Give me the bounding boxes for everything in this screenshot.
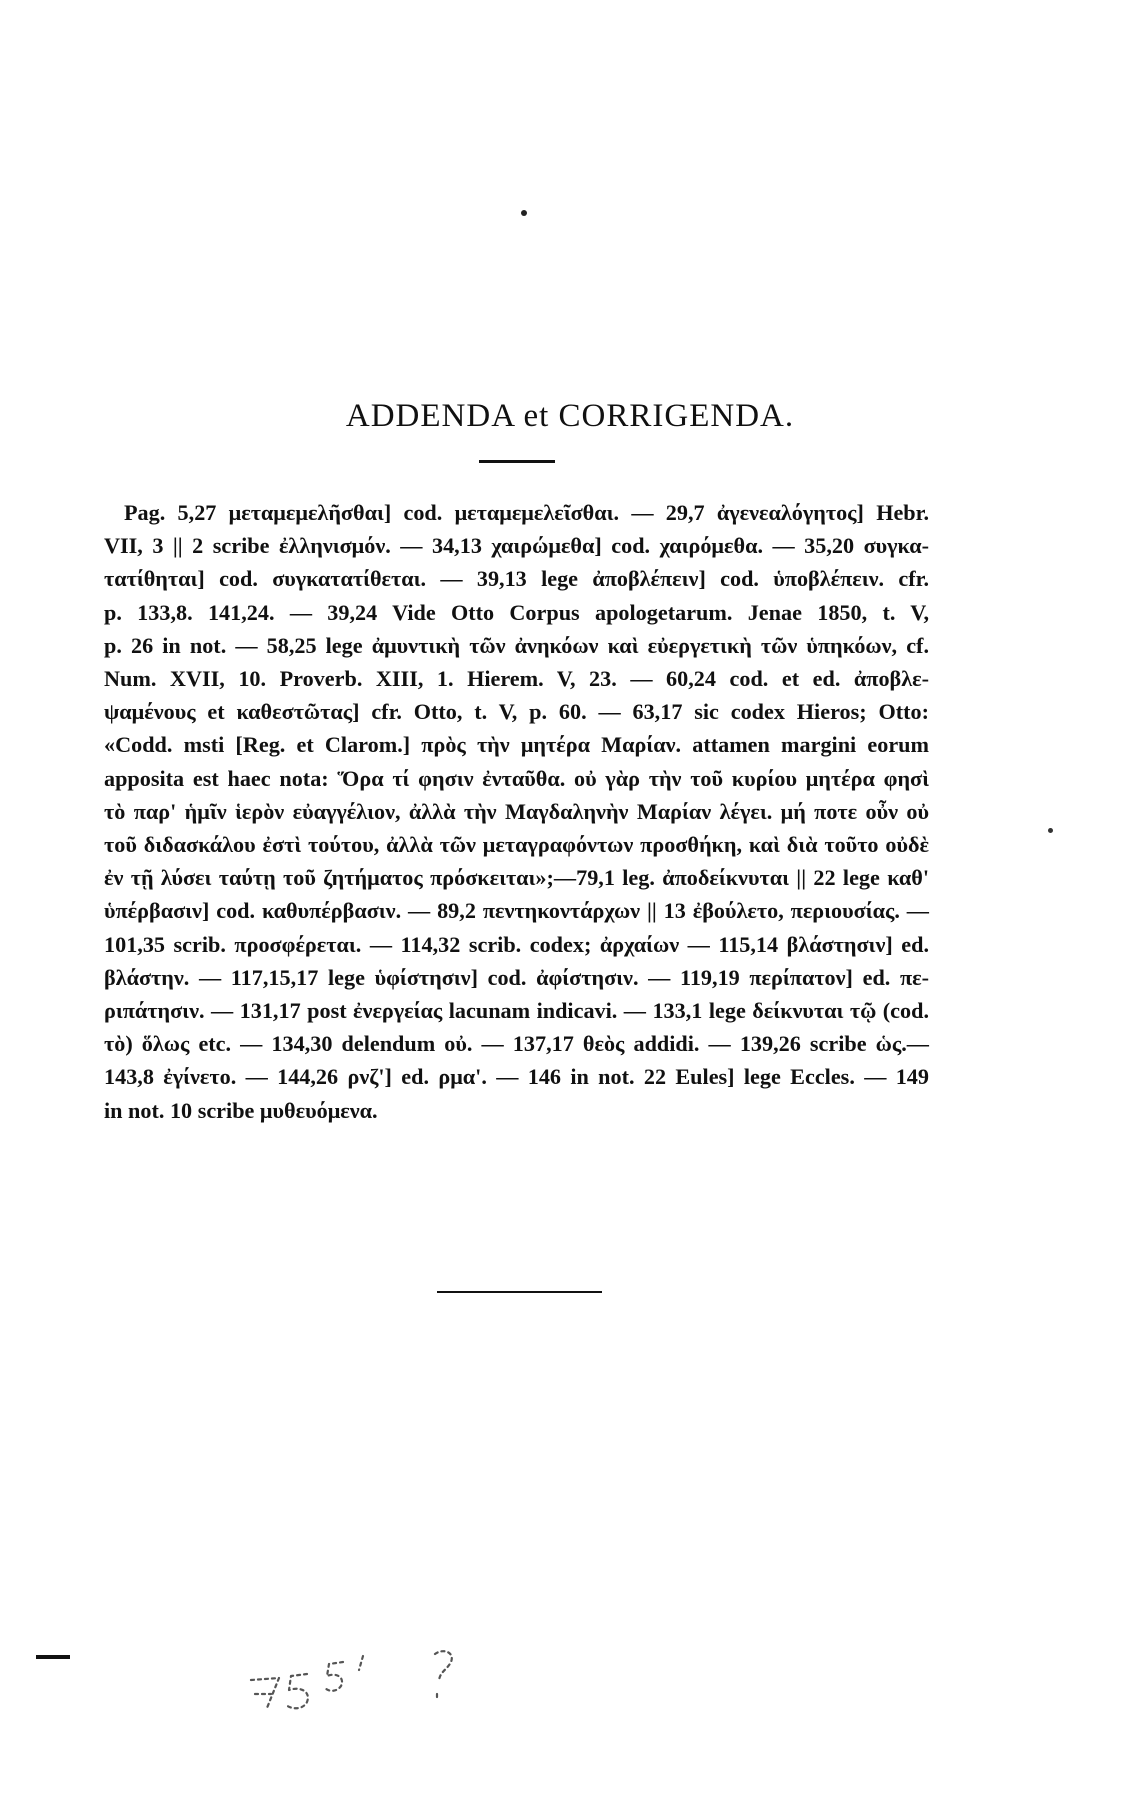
- text-line: ψαμένους et καθεστῶτας] cfr. Otto, t. V, p. 60. — 63,17 sic codex Hieros; Otto:: [104, 699, 929, 725]
- text-line: «Codd. msti [Reg. et Clarom.] πρὸς τὴν μητέρα Μαρίαν. attamen margini eorum: [104, 732, 929, 758]
- page-title: ADDENDA et CORRIGENDA.: [345, 398, 795, 435]
- text-line: 143,8 ἐγίνετο. — 144,26 ρνζ'] ed. ρμα'. — 146 in not. 22 Eules] lege Eccles. — 149: [104, 1064, 929, 1090]
- text-line: VII, 3 || 2 scribe ἐλληνισμόν. — 34,13 χαιρώμεθα] cod. χαιρόμεθα. — 35,20 συγκα-: [104, 533, 929, 559]
- corrigenda-text: [104, 496, 929, 1127]
- ink-speck: [521, 210, 527, 216]
- text-line: βλάστην. — 117,15,17 lege ὑφίστησιν] cod. ἀφίστησιν. — 119,19 περίπατον] ed. πε-: [104, 964, 929, 990]
- text-line: τὸ παρ' ἡμῖν ἱερὸν εὐαγγέλιον, ἀλλὰ τὴν Μαγδαληνὴν Μαρίαν λέγει. μή ποτε οὖν οὐ: [104, 798, 929, 824]
- title-rule: [479, 460, 555, 463]
- closing-rule: [437, 1291, 602, 1293]
- margin-dot: [1048, 828, 1053, 833]
- text-line: apposita est haec nota: Ὅρα τί φησιν ἐνταῦθα. οὐ γὰρ τὴν τοῦ κυρίου μητέρα φησὶ: [104, 765, 929, 791]
- text-line: p. 133,8. 141,24. — 39,24 Vide Otto Corpus apologetarum. Jenae 1850, t. V,: [104, 599, 929, 625]
- text-line: ἐν τῇ λύσει ταύτῃ τοῦ ζητήματος πρόσκειται»;—79,1 leg. ἀποδείκνυται || 22 lege καθ': [104, 865, 929, 891]
- margin-dash: [36, 1655, 70, 1659]
- text-line: ριπάτησιν. — 131,17 post ἐνεργείας lacunam indicavi. — 133,1 lege δείκνυται τῷ (cod.: [104, 998, 929, 1024]
- text-line: τοῦ διδασκάλου ἐστὶ τούτου, ἀλλὰ τῶν μεταγραφόντων προσθήκη, καὶ διὰ τοῦτο οὐδὲ: [104, 832, 929, 858]
- handwritten-shelfmark: [245, 1642, 475, 1712]
- text-line: τὸ) ὅλως etc. — 134,30 delendum οὐ. — 137,17 θεὸς addidi. — 139,26 scribe ὡς.—: [104, 1031, 929, 1057]
- text-line: τατίθηται] cod. συγκατατίθεται. — 39,13 lege ἀποβλέπειν] cod. ὑποβλέπειν. cfr.: [104, 566, 929, 592]
- text-line: ὑπέρβασιν] cod. καθυπέρβασιν. — 89,2 πεντηκοντάρχων || 13 ἐβούλετο, περιουσίας. —: [104, 898, 929, 924]
- text-line: Pag. 5,27 μεταμεμελῆσθαι] cod. μεταμεμελεῖσθαι. — 29,7 ἀγενεαλόγητος] Hebr.: [124, 500, 929, 525]
- text-line: in not. 10 scribe μυθευόμενα.: [104, 1097, 378, 1123]
- text-line: Num. XVII, 10. Proverb. XIII, 1. Hierem. V, 23. — 60,24 cod. et ed. ἀποβλε-: [104, 666, 929, 692]
- text-line: 101,35 scrib. προσφέρεται. — 114,32 scrib. codex; ἀρχαίων — 115,14 βλάστησιν] ed.: [104, 931, 929, 957]
- text-line: p. 26 in not. — 58,25 lege ἀμυντικὴ τῶν ἀνηκόων καὶ εὐεργετικὴ τῶν ὑπηκόων, cf.: [104, 632, 929, 658]
